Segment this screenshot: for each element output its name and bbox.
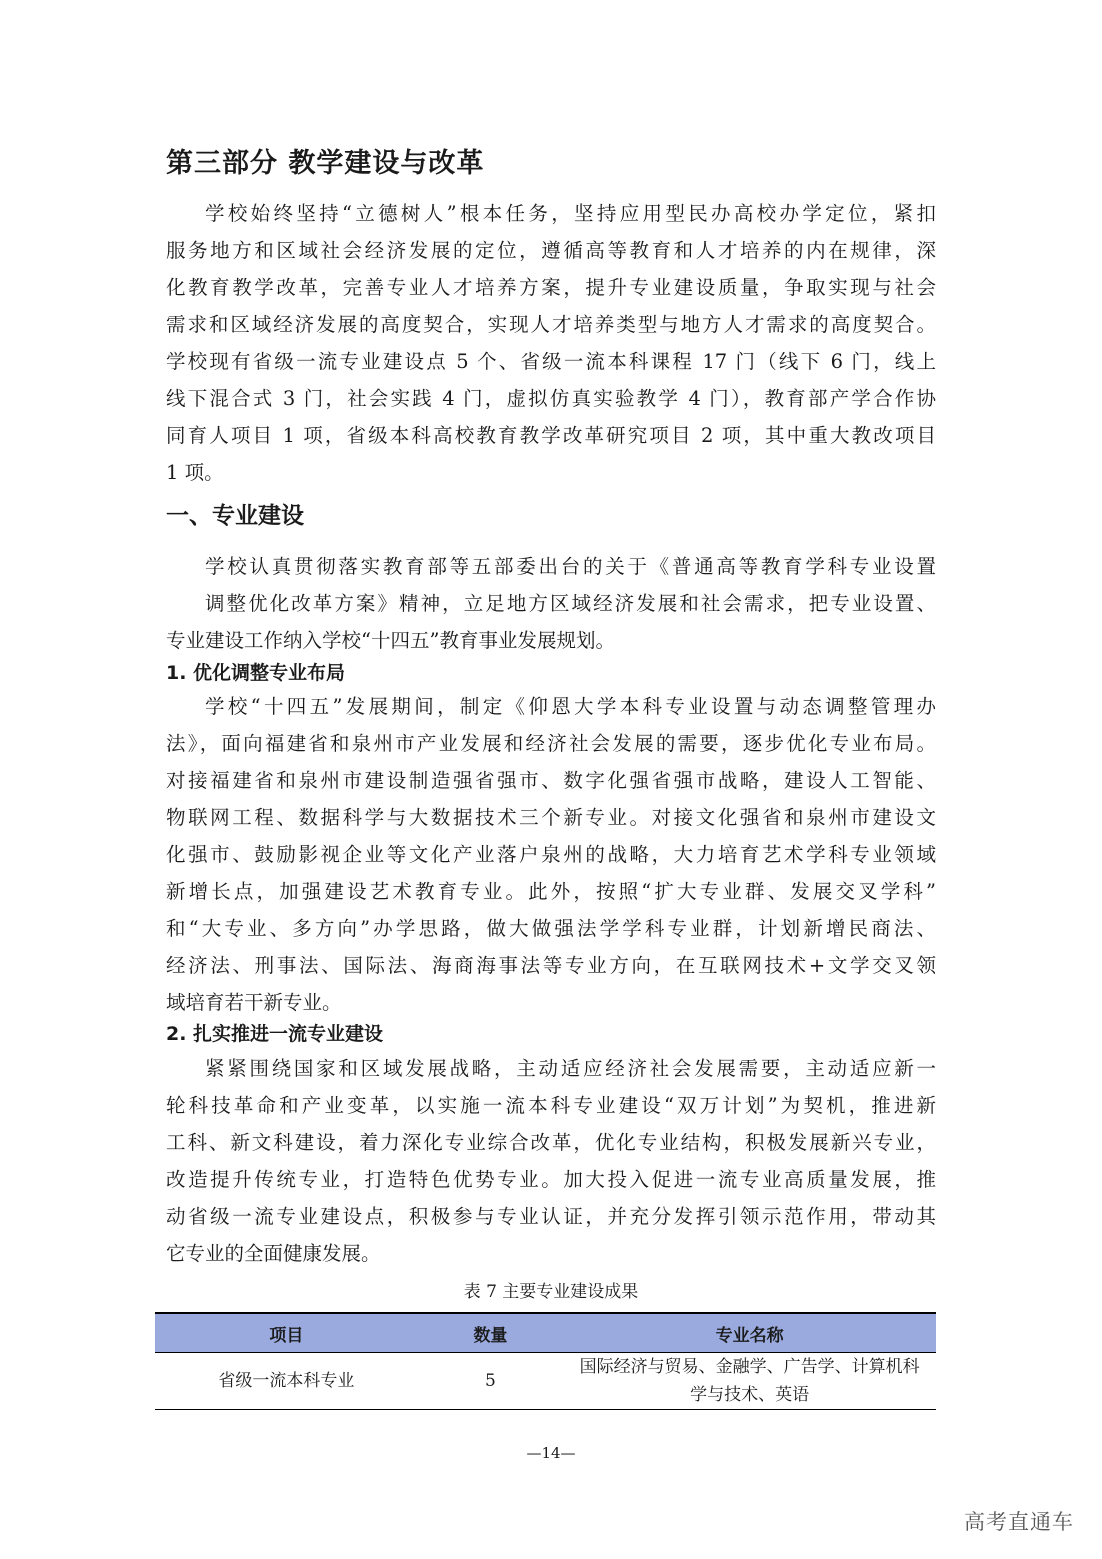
major-achievements-table [155,1312,936,1410]
text-line: 化教育教学改革，完善专业人才培养方案，提升专业建设质量，争取实现与社会 [166,276,936,299]
text-line: 学校“十四五”发展期间，制定《仰恩大学本科专业设置与动态调整管理办 [205,695,936,718]
text-line: 专业建设工作纳入学校“十四五”教育事业发展规划。 [166,629,615,652]
text-line: 紧紧围绕国家和区域发展战略，主动适应经济社会发展需要，主动适应新一 [205,1057,936,1080]
table-caption: 表 7 主要专业建设成果 [463,1282,639,1302]
major-names-line: 学与技术、英语 [690,1385,810,1405]
text-line: 对接福建省和泉州市建设制造强省强市、数字化强省强市战略，建设人工智能、 [166,769,936,792]
text-line: 动省级一流专业建设点，积极参与专业认证，并充分发挥引领示范作用，带动其 [166,1205,936,1228]
major-names-line: 国际经济与贸易、金融学、广告学、计算机科 [579,1357,920,1377]
text-line: 学校认真贯彻落实教育部等五部委出台的关于《普通高等教育学科专业设置 [205,555,936,578]
text-line: 改造提升传统专业，打造特色优势专业。加大投入促进一流专业高质量发展，推 [166,1168,936,1191]
subheading-first-class-majors: 2. 扎实推进一流专业建设 [166,1023,384,1045]
text-line: 1 项。 [166,461,224,484]
text-line: 学校始终坚持“立德树人”根本任务，坚持应用型民办高校办学定位，紧扣 [205,202,936,225]
table-header-count: 数量 [418,1313,564,1353]
text-line: 新增长点，加强建设艺术教育专业。此外，按照“扩大专业群、发展交叉学科” [166,880,936,903]
text-line: 学校现有省级一流专业建设点 5 个、省级一流本科课程 17 门（线下 6 门，线上 [166,350,936,373]
table-cell-item: 省级一流本科专业 [155,1353,418,1410]
subheading-optimize-layout: 1. 优化调整专业布局 [166,662,346,684]
text-line: 化强市、鼓励影视企业等文化产业落户泉州的战略，大力培育艺术学科专业领域 [166,843,936,866]
table-header-row [155,1313,936,1353]
watermark-text: 高考直通车 [964,1510,1074,1534]
text-line: 物联网工程、数据科学与大数据技术三个新专业。对接文化强省和泉州市建设文 [166,806,936,829]
text-line: 调整优化改革方案》精神，立足地方区域经济发展和社会需求，把专业设置、 [205,592,936,615]
text-line: 法》，面向福建省和泉州市产业发展和经济社会发展的需要，逐步优化专业布局。 [166,732,936,755]
table-header-major-names: 专业名称 [563,1313,936,1353]
table-cell-count: 5 [418,1353,564,1410]
section-title: 第三部分 教学建设与改革 [166,148,485,179]
intro-paragraph [166,195,936,491]
first-class-majors-paragraph [166,1050,936,1272]
text-line: 经济法、刑事法、国际法、海商海事法等专业方向，在互联网技术+文学交叉领 [166,954,936,977]
table-header-item: 项目 [155,1313,418,1353]
optimize-layout-paragraph [166,688,936,1021]
table-row [155,1353,936,1410]
page-number: —14— [526,1444,576,1462]
major-construction-paragraph [166,548,936,659]
section-heading-major-construction: 一、专业建设 [166,503,304,529]
text-line: 域培育若干新专业。 [166,991,342,1014]
text-line: 轮科技革命和产业变革，以实施一流本科专业建设“双万计划”为契机，推进新 [166,1094,936,1117]
text-line: 需求和区域经济发展的高度契合，实现人才培养类型与地方人才需求的高度契合。 [166,313,936,336]
text-line: 工科、新文科建设，着力深化专业综合改革，优化专业结构，积极发展新兴专业， [166,1131,936,1154]
text-line: 线下混合式 3 门，社会实践 4 门，虚拟仿真实验教学 4 门），教育部产学合作协 [166,387,936,410]
text-line: 和“大专业、多方向”办学思路，做大做强法学学科专业群，计划新增民商法、 [166,917,936,940]
table-cell-major-names [563,1353,936,1410]
text-line: 服务地方和区域社会经济发展的定位，遵循高等教育和人才培养的内在规律，深 [166,239,936,262]
text-line: 它专业的全面健康发展。 [166,1242,381,1265]
text-line: 同育人项目 1 项，省级本科高校教育教学改革研究项目 2 项，其中重大教改项目 [166,424,936,447]
